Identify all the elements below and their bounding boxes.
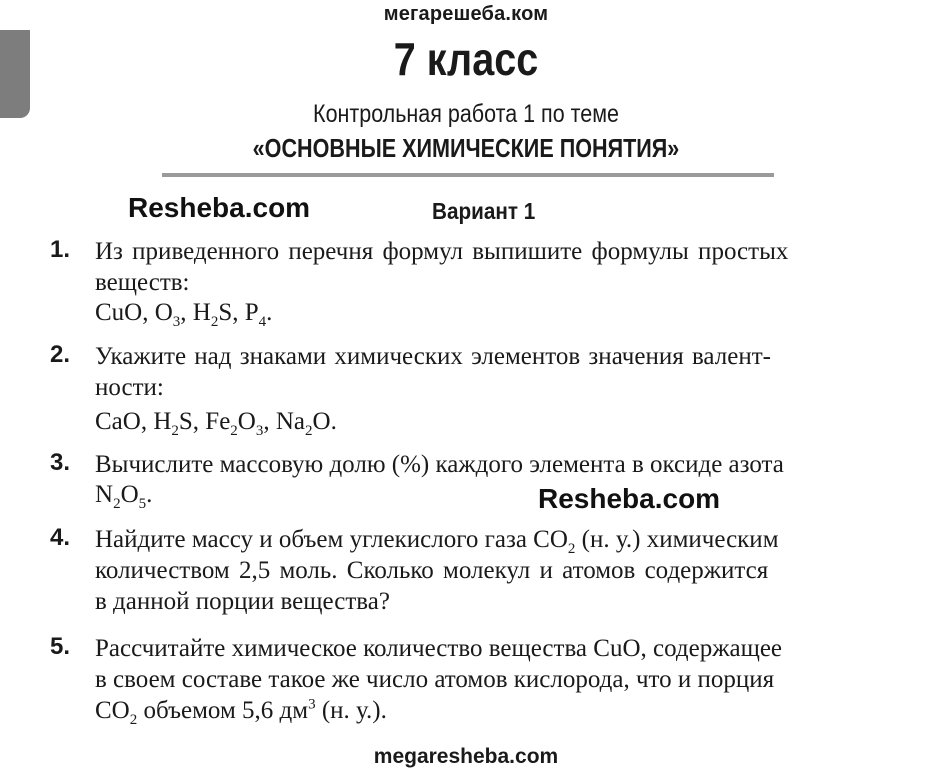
task-2-line-2: ности:	[95, 374, 164, 401]
task-4-line-1: Найдите массу и объем углекислого газа $CO_2$ (н. у.) химическим	[95, 526, 779, 557]
task-number-2: 2.	[50, 341, 71, 368]
task-1-line-2: веществ:	[95, 269, 190, 296]
task-4-line-2: количеством 2,5 моль. Сколько молекул и атомов содержится	[95, 557, 769, 584]
task-3-formula: $N_2O_5$.	[95, 481, 153, 512]
task-1-line-1: Из приведенного перечня формул выпишите формулы простых	[95, 238, 789, 265]
resheba-watermark-middle: Resheba.com	[538, 483, 721, 514]
task-3-line-1: Вычислите массовую долю (%) каждого элемента в оксиде азота	[95, 451, 784, 478]
task-5-line-1: Рассчитайте химическое количество вещества CuO, содержащее	[95, 635, 783, 662]
task-number-5: 5.	[50, 633, 71, 660]
resheba-watermark-top: Resheba.com	[128, 192, 311, 223]
test-topic: «ОСНОВНЫЕ ХИМИЧЕСКИЕ ПОНЯТИЯ»	[252, 133, 680, 163]
top-watermark: мегарешеба.ком	[383, 3, 549, 25]
test-subtitle: Контрольная работа 1 по теме	[313, 100, 619, 128]
task-number-1: 1.	[50, 236, 71, 263]
task-5-line-2: в своем составе такое же число атомов кислорода, что и порция	[95, 666, 775, 693]
task-4-line-3: в данной порции вещества?	[95, 588, 390, 615]
grade-title: 7 класс	[393, 33, 539, 85]
variant-label: Вариант 1	[432, 198, 536, 224]
task-1-formula: CuO, $O_3$, $H_2S$, $P_4$.	[95, 299, 273, 330]
bottom-watermark: megaresheba.com	[373, 745, 559, 768]
task-2-line-1: Укажите над знаками химических элементов значения валент-	[95, 343, 771, 370]
task-2-formula: CaO, $H_2S$, $Fe_2O_3$, $Na_2O$.	[95, 408, 337, 439]
header-divider	[162, 173, 774, 177]
task-number-3: 3.	[50, 449, 71, 476]
task-number-4: 4.	[50, 524, 71, 551]
page-side-tab	[0, 30, 30, 118]
task-5-line-3: $CO_2$ объемом 5,6 $дм^3$ (н. у.).	[95, 696, 387, 728]
